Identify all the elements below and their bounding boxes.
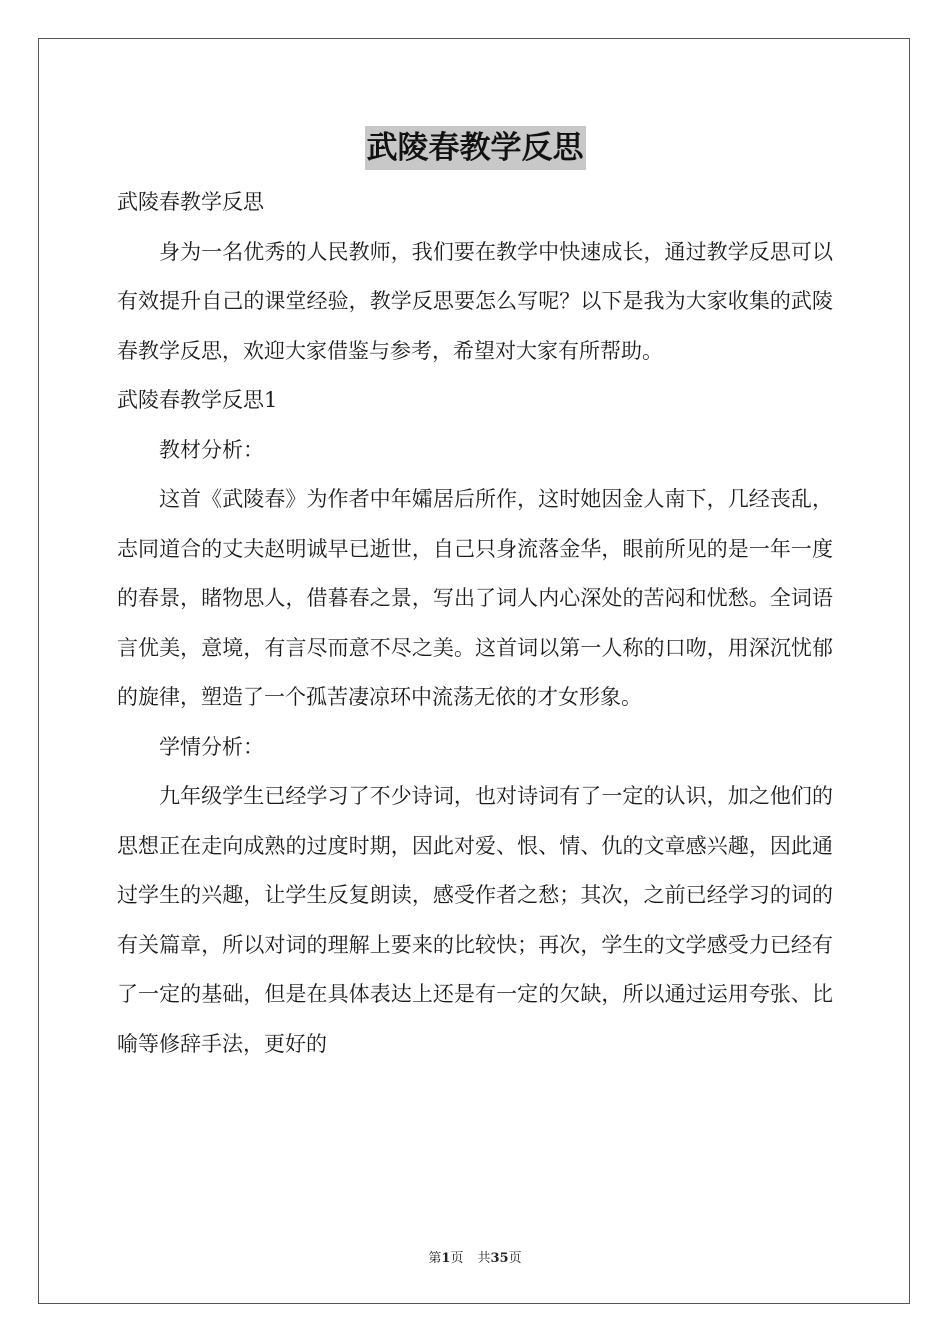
total-suffix: 页 [508,1251,522,1266]
student-analysis-heading: 学情分析： [159,734,264,759]
material-analysis-heading: 教材分析： [159,437,264,462]
student-analysis-paragraph: 九年级学生已经学习了不少诗词，也对诗词有了一定的认识，加之他们的思想正在走向成熟的过度时期，因此对爱、恨、情、仇的文章感兴趣，因此通过学生的兴趣，让学生反复朗读，感受作者之愁；其次，之前已经学习的词的有关篇章，所以对词的理解上要来的比较快；再次，学生的文学感受力已经有了一定的基础，但是在具体表达上还是有一定的欠缺，所以通过运用夸张、比喻等修辞手法，更好的 [117,784,833,1056]
page-prefix: 第 [428,1251,442,1266]
total-pages: 35 [490,1251,509,1266]
section-heading: 武陵春教学反思1 [117,388,278,412]
page-footer [0,1247,950,1266]
document-body [117,178,833,1069]
total-prefix: 共 [477,1251,491,1266]
title-container [0,126,950,170]
intro-paragraph: 身为一名优秀的人民教师，我们要在教学中快速成长，通过教学反思可以有效提升自己的课堂经验，教学反思要怎么写呢？以下是我为大家收集的武陵春教学反思，欢迎大家借鉴与参考，希望对大家有所帮助。 [117,239,833,363]
page-number: 1 [441,1251,451,1266]
document-title: 武陵春教学反思 [365,126,586,170]
document-subtitle: 武陵春教学反思 [117,190,264,214]
material-analysis-paragraph: 这首《武陵春》为作者中年孀居后所作，这时她因金人南下，几经丧乱，志同道合的丈夫赵明诚早已逝世，自己只身流落金华，眼前所见的是一年一度的春景，睹物思人，借暮春之景，写出了词人内心深处的苦闷和忧愁。全词语言优美，意境，有言尽而意不尽之美。这首词以第一人称的口吻，用深沉忧郁的旋律，塑造了一个孤苦凄凉环中流荡无依的才女形象。 [117,487,833,709]
page-suffix: 页 [450,1251,464,1266]
